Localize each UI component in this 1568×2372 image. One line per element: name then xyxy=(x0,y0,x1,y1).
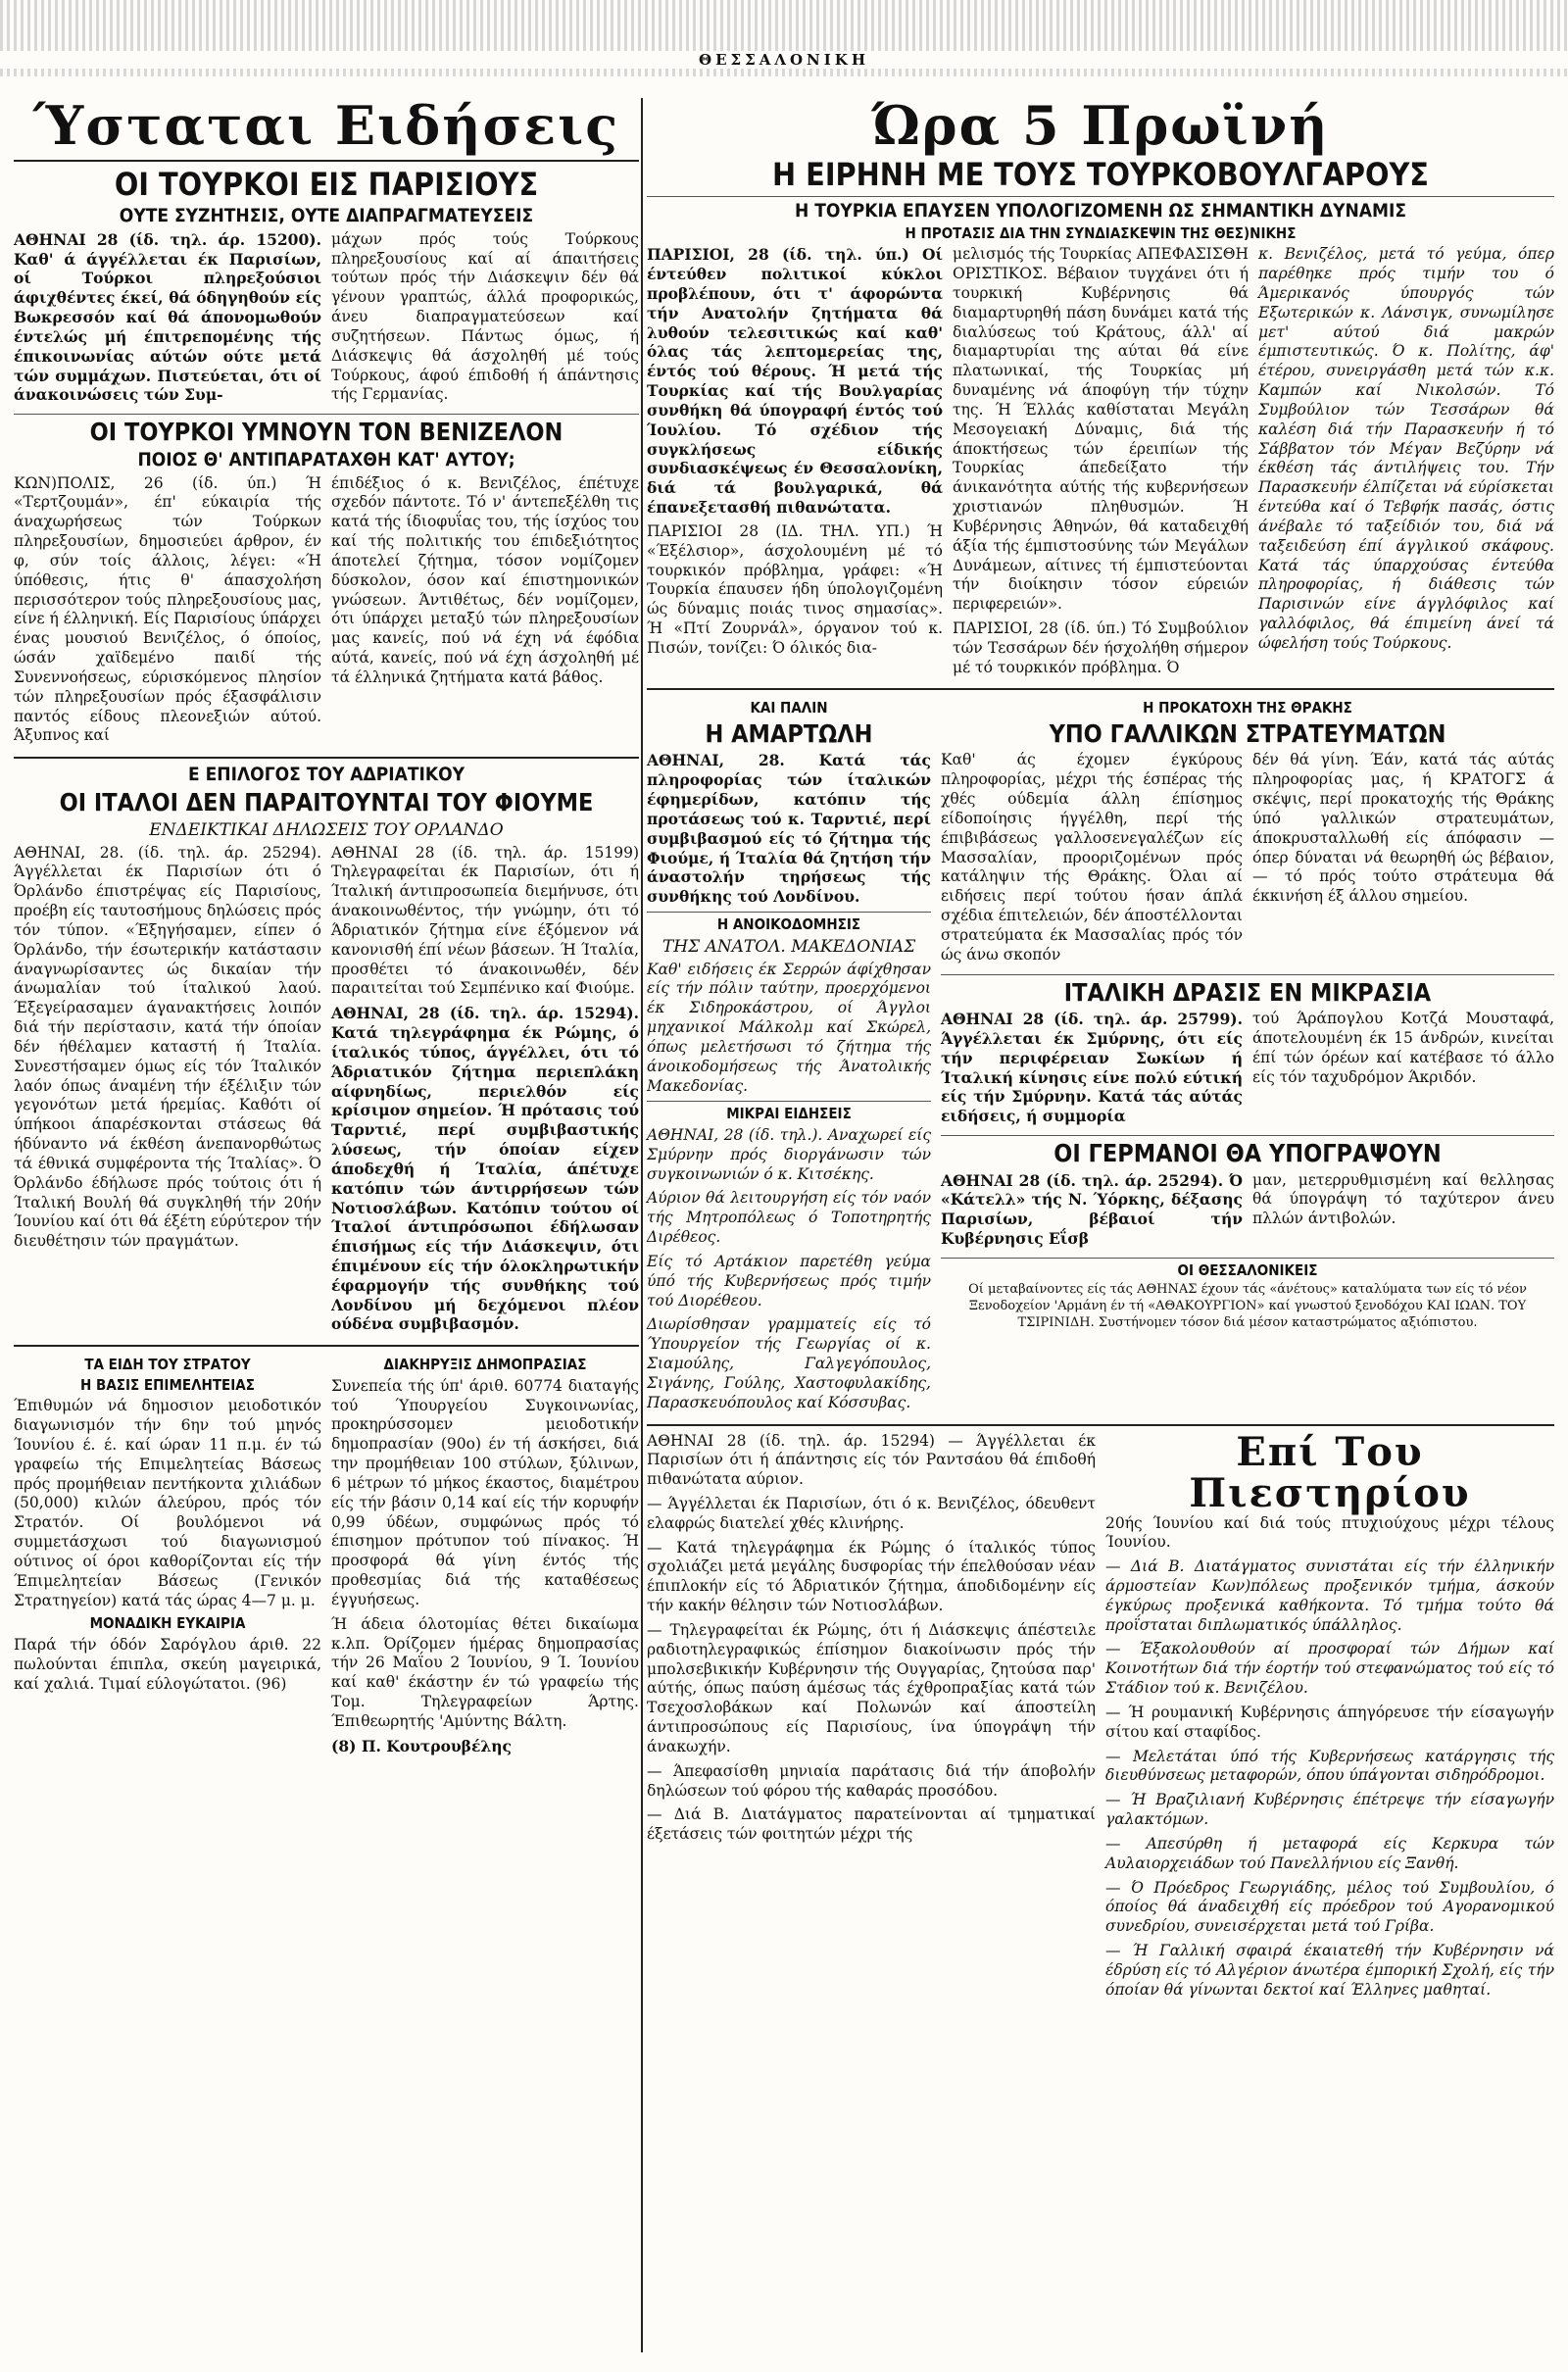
article-paragraph: Καθ' ειδήσεις έκ Σερρών άφίχθησαν είς τήν πόλιν ταύτην, προερχόμενοι έκ Σιδηροκάστρου, οί Άγγλοι μηχανικοί Μάλκολμ καί Σκώρελ, όπως μελετήσωσι τό ζήτημα τής άνοικοδομήσεως τής Άνατολικής Μακεδονίας. xyxy=(647,960,931,1095)
article-paragraph: ΑΘΗΝΑΙ, 28. Κατά τάς πληροφορίας τών ίταλικών έφημερίδων, κατόπιν τής προτάσεως τού κ. Ταρντιέ, περί συμβιβασμού είς τό ζήτημα τής Φιούμε, ή Ίταλία θά ζητήση τήν άναστολήν τηρήσεως τής συνθήκης τού Λονδίνου. xyxy=(647,751,931,907)
article-paragraph: ΑΘΗΝΑΙ, 28 (ίδ. τηλ. άρ. 15294). Κατά τηλεγράφημα έκ Ρώμης, ό ίταλικός τύπος, άγγέλλει, ότι τό Άδριατικόν ζήτημα περιεπλάκη αίφνηδίως, περιελθόν είς κρίσιμον σημείον. Ή πρότασις τού Ταρντιέ, περί συμβιβαστικής λύσεως, τήν όποίαν είχεν άποδεχθή ή Ίταλία, άπέτυχε κατόπιν τών άντιρρήσεων τών Νοτιοσλάβων. Κατόπιν τούτου οί Ίταλοί άντιπρόσωποι έδήλωσαν έπισήμως είς τήν Διάσκεψιν, ότι έπιμένουν είς τήν όλοκληρωτικήν έφαρμογήν τής συνθήκης τού Λονδίνου μή δεχόμενοι πλέον ούδένα συμβιβασμόν. xyxy=(331,1004,639,1334)
right-bottom-row xyxy=(647,1428,1554,2005)
article-army-title: ΤΑ ΕΙΔΗ ΤΟΥ ΣΤΡΑΤΟΥ xyxy=(84,1356,251,1374)
article-paragraph: — Ή ρουμανική Κυβέρνησις άπηγόρευσε τήν είσαγωγήν σίτου καί σταφίδος. xyxy=(1105,1703,1554,1741)
article-paragraph: — Έξακολουθούν αί προσφοραί τών Δήμων καί Κοινοτήτων διά τήν έορτήν τού στεφανώματος τού είς τό Στάδιον τού κ. Βενιζέλου. xyxy=(1105,1640,1554,1698)
article-paragraph: ΑΘΗΝΑΙ, 28. (ίδ. τηλ. άρ. 25294). Άγγέλλεται έκ Παρισίων ότι ό Όρλάνδο έπιστρέψας είς Παρισίους, προέβη είς ταυτοσήμους δηλώσεις πρός τόν τύπον. «Έξηγήσαμεν, είπεν ό Όρλάνδο, τήν έσωτερικήν κατάστασιν άναγνωρίσαντες ώς δικαίαν τήν άνωμαλίαν τού ίταλικού λαού. Έξεγείρασαμεν άγανακτήσεις λοιπόν διά τήν περίστασιν, κατά τήν όποίαν δέν ήθέλαμεν καταστή ή Ίταλία. Συνεστήσαμεν όμως είς τόν Ίταλικόν λαόν όπως άναμένη τήν έξέλιξιν τών γεγονότων μετά ήρεμίας. Καθότι οί ύπήκοοι άπαρέσκονται στάσεως θά ήδύναντο νά έκθέση άνεπανορθώτως τά έθνικά συμφέροντα τής Ίταλίας». Ό Όρλάνδο έδήλωσε πρός τούτοις ότι ή Ίταλική Βουλή θά συγκληθή τήν 20ήν Ίουνίου καί ότι θά έξέτη εύρύτερον τήν διευθέτησιν τών πραγμάτων. xyxy=(14,843,321,1251)
article-paragraph: Αύριον θά λειτουργήση είς τόν ναόν τής Μητροπόλεως ό Τοποτηρητής Διρέθεος. xyxy=(647,1189,931,1247)
press-left xyxy=(647,1432,1096,2005)
article-brief-title: ΜΙΚΡΑΙ ΕΙΔΗΣΕΙΣ xyxy=(726,1105,852,1123)
article-paragraph: Ή άδεια όλοτομίας θέτει δικαίωμα κ.λπ. Όρίζομεν ήμέρας δημοπρασίας τήν 26 Μαΐου 2 Ίουνίου, 9 Ί. Ίουνίου καί καθ' έκάστην έν τώ γραφείω τής Τομ. Τηλεγραφείων Άρτης. Έπιθεωρητής 'Αμύντης Βάλτη. xyxy=(331,1614,639,1730)
article-paragraph: ΠΑΡΙΣΙΟΙ 28 (ΙΔ. ΤΗΛ. ΥΠ.) Ή «Έξέλσιορ», άσχολουμένη μέ τό τουρκικόν πρόβλημα, γράφει: «Ή Τουρκία έπαυσεν ήδη ύπολογιζομένη ώς δύναμις ποιάς τινος σημασίας». Ή «Πτί Ζουρνάλ», όργανον τού κ. Πισών, τονίζει: Ό όλικός δια- xyxy=(647,521,943,657)
left-banner: Ύσταται Ειδήσεις xyxy=(32,94,620,157)
article-paragraph: — Τηλεγραφείται έκ Ρώμης, ότι ή Διάσκεψις άπέστειλε ραδιοτηλεγραφικώς έπίσημον διακοίνωσιν πρός τήν μπολσεβικικήν Κυβέρνησιν τής Ουγγαρίας, ζητούσα παρ' αύτής, όπως παύση άμέσως τάς έχθροπραξίας κατά τών Τσεχοσλοβάκων καί Πολωνών καί άποστείλη άντιπροσώπους είς Παρισίους, ίνα ύπογράψη τήν άνακωχήν. xyxy=(647,1620,1096,1755)
article-paragraph: έπιδέξιος ό κ. Βενιζέλος, έπέτυχε σχεδόν πάντοτε. Τό ν' άντεπεξέλθη τις κατά τής ίδιοφυΐας του, τής ίσχύος του καί τής πολιτικής του έπιδεξιότητος άποτελεί ζήτημα, τόσον νομίζομεν δύσκολον, όσον καί έπιστημονικών γνώσεων. Άντιθέτως, δέν νομίζομεν, ότι ύπάρχει μεταξύ τών πληρεξουσίων μας κανείς, πού νά έχη νά έφόδια αύτά, κανείς, πού νά έχη άσχοληθή μέ τά έλληνικά ζητήματα κατά βάθος. xyxy=(331,473,639,686)
article-auction xyxy=(331,1353,639,1760)
auction-signature: (8) Π. Κουτρουβέλης xyxy=(331,1736,512,1755)
article-paragraph: — Διά Β. Διατάγματος συνιστάται είς τήν έλληνικήν άρμοστείαν Κων)πόλεως προξενικόν τμήμα, άσκούν έγκύρως προξενικά καθήκοντα. Τό τμήμα τούτο θά προΐσταται διπλωματικός ύπάλληλος. xyxy=(1105,1557,1554,1634)
article-paragraph: ΑΘΗΝΑΙ 28 (ίδ. τηλ. άρ. 15294) — Άγγέλλεται έκ Παρισίων ότι ή άπάντησις είς τόν Ραντσάου θά έπιδοθή πιθανώτατα αύριον. xyxy=(647,1431,1096,1489)
article-venizelos-title: ΟΙ ΤΟΥΡΚΟΙ ΥΜΝΟΥΝ ΤΟΝ ΒΕΝΙΖΕΛΟΝ xyxy=(89,418,564,447)
right-wide-stack xyxy=(941,696,1554,1417)
article-turks-paris-body xyxy=(14,230,639,410)
article-army-subtitle: Η ΒΑΣΙΣ ΕΠΙΜΕΛΗΤΕΙΑΣ xyxy=(80,1375,255,1394)
article-adriatic-subtitle: ΕΝΔΕΙΚΤΙΚΑΙ ΔΗΛΩΣΕΙΣ ΤΟΥ ΟΡΛΑΝΔΟ xyxy=(149,819,504,840)
article-paragraph: — Κατά τηλεγράφημα έκ Ρώμης ό ίταλικός τύπος σχολιάζει μετά μεγάλης δυσφορίας τήν έπελθούσαν νέαν έπιπλοκήν είς τό Άδριατικόν ζήτημα, άποδιδομένην είς τήν κακήν θέλησιν τών Νοτιοσλάβων. xyxy=(647,1538,1096,1615)
article-paragraph: ΑΘΗΝΑΙ 28 (ίδ. τηλ. άρ. 15199) Τηλεγραφείται έκ Παρισίων, ότι ή Ίταλική άντιπροσωπεία διεμήνυσε, ότι άνακοινωθέντος, τήν γνώμην, ότι τό Άδριατικόν ζήτημα είνε έξόμενον νά κανονισθή έπί νέων βάσεων. Ή Ίταλία, προσθέτει τό άνακοινωθέν, δέν παραιτείται τού Σεμπένικο καί Φιούμε. xyxy=(331,843,639,998)
article-army-supplies xyxy=(14,1353,321,1760)
article-peace-title: Η ΕΙΡΗΝΗ ΜΕ ΤΟΥΣ ΤΟΥΡΚΟΒΟΥΛΓΑΡΟΥΣ xyxy=(772,155,1429,193)
article-paragraph: — Απεσύρθη ή μεταφορά είς Κερκυρα τών Αυλαιορχειάδων τού Πανελλήνιου είς Ξανθή. xyxy=(1105,1834,1554,1872)
article-germans-title: ΟΙ ΓΕΡΜΑΝΟΙ ΘΑ ΥΠΟΓΡΑΨΟΥΝ xyxy=(1054,1139,1442,1168)
article-paragraph: Είς τό Αρτάκιον παρετέθη γεύμα ύπό τής Κυβερνήσεως πρός τιμήν τού Διορέθεου. xyxy=(647,1252,931,1310)
article-paragraph: τού Άράπογλου Κοτζά Μουσταφά, άποτελουμένη έκ 15 άνδρών, κινείται έπί τών όρέων καί κατέβασε τό άλλο είς τόν ταχυδρόμον Άκριδόν. xyxy=(1252,1010,1554,1086)
article-auction-title: ΔΙΑΚΗΡΥΞΙΣ ΔΗΜΟΠΡΑΣΙΑΣ xyxy=(383,1356,587,1374)
article-paragraph: — Διά Β. Διατάγματος παρατείνονται αί τμηματικαί έξετάσεις τών φοιτητών μέχρι τής xyxy=(647,1805,1096,1844)
article-paragraph: — Ή Βραζιλιανή Κυβέρνησις έπέτρεψε τήν είσαγωγήν γαλακτόμων. xyxy=(1105,1791,1554,1829)
article-paragraph: — Άπεφασίσθη μηνιαία παράτασις διά τήν άποβολήν δηλώσεων τού φόρου τής καθαράς προσόδου. xyxy=(647,1761,1096,1800)
article-peace-body xyxy=(647,245,1554,682)
article-paragraph: ΑΘΗΝΑΙ, 28 (ίδ. τηλ.). Αναχωρεί είς Σμύρνην πρός διοργάνωσιν τών συγκοινωνιών ό κ. Κιτσέκης. xyxy=(647,1125,931,1183)
press-banner: Επί Του Πιεστηρίου xyxy=(1189,1428,1471,1516)
article-adriatic-title: ΟΙ ΙΤΑΛΟΙ ΔΕΝ ΠΑΡΑΙΤΟΥΝΤΑΙ ΤΟΥ ΦΙΟΥΜΕ xyxy=(59,788,594,817)
article-paragraph: δέν θά γίνη. Έάν, κατά τάς αύτάς πληροφορίας μας, ή ΚΡΑΤΟΓΣ ά σκέψις, περί προκατοχής τής Θράκης ύπό γαλλικών στρατευμάτων, άποκρυσταλλωθή είς άπόφασιν — όπερ δύναται νά θεωρηθή ώς βέβαιον, — τό πρός τούτο στράτευμα θά έκκινήση έξ άλλου σημείου. xyxy=(1252,751,1554,906)
article-paragraph: ΚΩΝ)ΠΟΛΙΣ, 26 (ίδ. ύπ.) Ή «Τερτζουμάν», έπ' εύκαιρία τής άναχωρήσεως τών Τούρκων πληρεξουσίων, δημοσιεύει άρθρον, έν φ, σύν τοίς άλλοις, λέγει: «Ή ύπόθεσις, ήτις θ' άπασχολήση περισσότερον τούς πληρεξουσίους μας, είνε ή έλληνική. Είς Παρισίους ύπάρχει ένας μουσιού Βενιζέλος, ό όποίος, ώσάν χαϊδεμένο παιδί τής Συνεννοήσεως, εύρισκόμενος πλησίον τών πληρεξουσίων πρός έξασφάλισιν παντός είδους πλεονεξιών αύτού. Άξυπνος καί xyxy=(14,473,321,745)
article-rebuild-title: Η ΑΝΟΙΚΟΔΟΜΗΣΙΣ xyxy=(716,915,861,934)
article-peace-kicker: Η ΤΟΥΡΚΙΑ ΕΠΑΥΣΕΝ ΥΠΟΛΟΓΙΖΟΜΕΝΗ ΩΣ ΣΗΜΑΝΤΙΚΗ ΔΥΝΑΜΙΣ xyxy=(794,199,1407,222)
article-venizelos-subtitle: ΠΟΙΟΣ Θ' ΑΝΤΙΠΑΡΑΤΑΧΘΗ ΚΑΤ' ΑΥΤΟΥ; xyxy=(137,448,515,470)
article-thrace-kicker: Η ΠΡΟΚΑΤΟΧΗ ΤΗΣ ΘΡΑΚΗΣ xyxy=(1143,699,1352,717)
article-turks-paris-subtitle: ΟΥΤΕ ΣΥΖΗΤΗΣΙΣ, ΟΥΤΕ ΔΙΑΠΡΑΓΜΑΤΕΥΣΕΙΣ xyxy=(119,204,534,226)
article-paragraph: μάχων πρός τούς Τούρκους πληρεξουσίους καί αί άπαιτήσεις τούτων πρός τήν Διάσκεψιν δέν θά γένουν γραπτώς, άλλά προφορικώς, άνευ διαπραγματεύσεων καί συζητήσεων. Πάντως όμως, ή Διάσκεψις θά άσχοληθή μέ τούς Τούρκους, άφού έπιδοθή ή άπάντησις τής Γερμανίας. xyxy=(331,229,639,404)
notice-text: Παρά τήν όδόν Σαρόγλου άριθ. 22 πωλούνται έπιπλα, σκεύη μαγειρικά, καί χαλιά. Τιμαί εύλογώτατοι. (96) xyxy=(14,1635,321,1693)
article-paragraph: ΑΘΗΝΑΙ 28 (ίδ. τηλ. άρ. 25294). Ό «Κάτελλ» τής Ν. Ύόρκης, δέξασης Παρισίων, βέβαιοί τήν Κυβέρνησις Εΐσβ xyxy=(941,1170,1243,1249)
article-paragraph: Έπιθυμών νά δημοσιον μειοδοτικόν διαγωνισμόν τήν 6ην τού μηνός Ίουνίου έ. έ. καί ώραν 11 π.μ. έν τώ γραφείω τής Επιμελητείας Βάσεως πρός προμήθειαν πεντήκοντα χιλιάδων (50,000) κιλών άλεύρου, πρός τόν Στρατόν. Οί βουλόμενοι νά συμμετάσχωσι τού διαγωνισμού ούτινος οί όροι καθορίζονται είς τήν Έπιμελητείαν Βάσεως (Γενικόν Στρατηγείον) κατά τάς ώρας 4—7 μ. μ. xyxy=(14,1397,321,1609)
right-narrow-stack xyxy=(647,696,931,1417)
left-column xyxy=(14,94,639,1761)
article-sinful-title: Η ΑΜΑΡΤΩΛΗ xyxy=(705,718,873,748)
article-paragraph: Συνεπεία τής ύπ' άριθ. 60774 διαταγής τού Ύπουργείου Συγκοινωνίας, προκηρύσσομεν μειοδοτικήν δημοπρασίαν (90ο) έν τή άσκήσει, διά την προμήθειαν 100 στύλων, ξύλινων, 6 μέτρων τό μήκος έκαστος, διαμέτρου είς τήν βάσιν 0,14 καί είς τήν κορυφήν 0,99 ύδέων, συμφώνως πρός τό έπισημον πρότυπον τού πίνακος. Ή προσφορά θά γίνη έντός τής προθεσμίας διά τής καταθέσεως έγγυήσεως. xyxy=(331,1376,639,1608)
left-bottom-row xyxy=(14,1353,639,1760)
article-paragraph: — Ό Πρόεδρος Γεωργιάδης, μέλος τού Συμβουλίου, ό όποίος θά άναδειχθή είς πρόεδρον τού Αγορανομικού συνεδρίου, συνεισέρχεται μετά τού Γρίβα. xyxy=(1105,1878,1554,1936)
article-paragraph: — Άγγέλλεται έκ Παρισίων, ότι ό κ. Βενιζέλος, όδευθεντ ελαφρώς διατελεί χθές κλινήρης. xyxy=(647,1494,1096,1532)
right-middle-row xyxy=(647,696,1554,1417)
article-paragraph: Καθ' άς έχομεν έγκύρους πληροφορίας, μέχρι τής έσπέρας τής χθές ούδεμία άλλη έπίσημος είδοποίησις ήγγέλθη, περί τής έπιβιβάσεως γαλλοσενεγαλέζων είς Μασσαλίαν, προοριζομένων πρός κατάληψιν τής Θράκης. Όλαι αί ειδήσεις περί τούτου ήσαν άπλά σχέδια έπιτελειών, δέν άποστέλλονται στρατεύματα έκ Μασσαλίας πρός τόν ώς άνω σκοπόν xyxy=(941,751,1243,964)
article-paragraph: ΠΑΡΙΣΙΟΙ, 28 (ίδ. τηλ. ύπ.) Οί έντεύθεν πολιτικοί κύκλοι προβλέπουν, ότι τ' άφορώντα τήν Ανατολήν ζητήματα θά λυθούν τελεσιτικώς καί καθ' όλας τάς λεπτομερείας της, έντός τού θέρους. Ή μετά τής Τουρκίας καί τής Βουλγαρίας συνθήκη θά ύπογραφή έντός τού Ίουλίου. Τό σχέδιον τής συγκλήσεως είδικής συνδιασκέψεως έν Θεσσαλονίκη, διά τά βουλγαρικά, θά έπανεξετασθή πιθανώτατα. xyxy=(647,245,943,518)
article-rebuild-subtitle: ΤΗΣ ΑΝΑΤΟΛ. ΜΑΚΕΔΟΝΙΑΣ xyxy=(662,936,916,957)
notice-title: ΜΟΝΑΔΙΚΗ ΕΥΚΑΙΡΙΑ xyxy=(89,1614,246,1633)
article-peace-subtitle: Η ΠΡΟΤΑΣΙΣ ΔΙΑ ΤΗΝ ΣΥΝΔΙΑΣΚΕΨΙΝ ΤΗΣ ΘΕΣ)ΝΙΚΗΣ xyxy=(905,223,1297,242)
article-paragraph: ΑΘΗΝΑΙ 28 (ίδ. τηλ. άρ. 15200). Καθ' ά άγγέλλεται έκ Παρισίων, οί Τούρκοι πληρεξούσιοι άφιχθέντες έκεί, θά όδηγηθούν είς Βωκρεσσόν καί θά άπονομωθούν έντελώς μή έπιτρεπομένης τής έπικοινωνίας αύτών ούτε μετά τών συμμάχων. Πιστεύεται, ότι οί άνακοινώσεις τών Συμ- xyxy=(14,229,321,405)
article-paragraph: 20ής Ίουνίου καί διά τούς πτυχιούχους μέχρι τέλους Ίουνίου. xyxy=(1105,1513,1554,1552)
article-paragraph: Διωρίσθησαν γραμματείς είς τό Ύπουργείον τής Γεωργίας οί κ. Σιαμούλης, Γαλγεγόπουλος, Σιγάνης, Γούλης, Χαστοφυλακίδης, Παρασκευόπουλος καί Κόσσυβας. xyxy=(647,1315,931,1411)
article-paragraph: κ. Βενιζέλος, μετά τό γεύμα, όπερ παρέθηκε πρός τιμήν του ό Άμερικανός ύπουργός τών Εξωτερικών κ. Λάνσιγκ, συνωμίλησε μετ' αύτού διά μακρών έμπιστευτικώς. Ό κ. Πολίτης, άφ' έτέρου, συνειργάσθη μετά τών κ.κ. Καμπών καί Νικολσών. Τό Συμβούλιον τών Τεσσάρων θά καλέση διά τήν Παρασκευήν ή τό Σάββατον τόν Μέγαν Βεζύρην νά έκθέση τάς άντιλήψεις του. Τήν Παρασκευήν έλπίζεται νά εύρίσκεται έντεύθα καί ό Τεβφήκ πασάς, όστις άνέβαλε τό ταξείδιόν του, διά νά ταξειδεύση έπί άγγλικού σκάφους. Κατά τάς ύπαρχούσας έντεύθα πληροφορίας, ή διάθεσις τών Παρισινών είνε άγγλόφιλος καί γαλλόφιλος, θά έπιμείνη άνεί τά ώφελήση τούς Τούρκους. xyxy=(1258,245,1554,652)
article-paragraph: ΠΑΡΙΣΙΟΙ, 28 (ίδ. ύπ.) Τό Συμβούλιον τών Τεσσάρων δέν ήσχολήθη σήμερον μέ τό τουρκικόν πρόβλημα. Ό xyxy=(953,619,1249,676)
right-banner: Ώρα 5 Πρωϊνή xyxy=(871,94,1330,157)
article-adriatic-kicker: Ε ΕΠΙΛΟΓΟΣ ΤΟΥ ΑΔΡΙΑΤΙΚΟΥ xyxy=(187,764,466,786)
press-right xyxy=(1105,1428,1554,2005)
article-paragraph: — Μελετάται ύπό τής Κυβερνήσεως κατάργησις τής διευθύνσεως μεταφορών, όπου ύπάγονται σιδηρόδρομοι. xyxy=(1105,1747,1554,1785)
article-sinful-kicker: ΚΑΙ ΠΑΛΙΝ xyxy=(750,699,828,717)
notice-thessaloniki-title: ΟΙ ΘΕΣΣΑΛΟΝΙΚΕΙΣ xyxy=(1177,1260,1318,1279)
article-venizelos-body xyxy=(14,474,639,752)
right-column xyxy=(647,94,1554,2005)
article-paragraph: ΑΘΗΝΑΙ 28 (ίδ. τηλ. άρ. 25799). Άγγέλλεται έκ Σμύρνης, ότι είς τήν περιφέρειαν Σωκίων ή Ίταλική κίνησις είνε πολύ εύτική είς τήν Σμύρνην. Κατά τάς αύτάς ειδήσεις, ή συμμορία xyxy=(941,1010,1243,1126)
article-turks-paris-title: ΟΙ ΤΟΥΡΚΟΙ ΕΙΣ ΠΑΡΙΣΙΟΥΣ xyxy=(114,165,539,203)
article-adriatic-body xyxy=(14,844,639,1340)
article-italy-asia-title: ΙΤΑΛΙΚΗ ΔΡΑΣΙΣ ΕΝ ΜΙΚΡΑΣΙΑ xyxy=(1063,977,1432,1007)
article-paragraph: — Ή Γαλλική σφαιρά έκαιατεθή τήν Κυβέρνησιν νά έδρύση είς τό Αλγέριον άνωτέρα έμπορική Σχολή, είς τήν όποίαν θά γίνωνται δεκτοί καί Έλληνες μαθηταί. xyxy=(1105,1942,1554,1999)
article-paragraph: μαν, μετερρυθμισμένη καί θελλησας θά ύπογράψη τό ταχύτερον άνευ πλλών άντιβολών. xyxy=(1252,1170,1554,1228)
article-paragraph: μελισμός τής Τουρκίας ΑΠΕΦΑΣΙΣΘΗ ΟΡΙΣΤΙΚΟΣ. Βέβαιον τυγχάνει ότι ή τουρκική Κυβέρνησις θά διαμαρτυρηθή πάση δυνάμει κατά τής διαλύσεως τού Κράτους, άλλ' αί διαμαρτυρίαι της αύται θά είνε πλατωνικαί, τής Τουρκίας μή δυναμένης νά άποφύγη τήν τύχην της. Ή Έλλάς καθίσταται Μεγάλη Μεσογειακή Δύναμις, διά τής άποκτήσεως τών έρειπίων τής Τουρκίας άπεδείξατο τήν άνικανότητα αύτής τής κυβερνήσεων χριστιανών πληθυσμών. Ή Κυβέρνησις Άθηνών, θά καταδειχθή άξία τής έμπιστοσύνης τών Μεγάλων Δυνάμεων, αίτινες τή έμπιστεύονται τήν διοίκησιν τόσον εύρειών περιφερειών». xyxy=(953,245,1249,614)
column-divider xyxy=(641,98,643,2352)
notice-thessaloniki-text: Οί μεταβαίνοντες είς τάς ΑΘΗΝΑΣ έχουν τάς «άνέτους» καταλύματα των είς τό νέον Ξενοδοχείον 'Αρμάνη έν τή «ΑΘΑΚΟΥΡΓΙΟΝ» καί γνωστού ξενοδόχου ΚΑΙ ΙΩΑΝ. ΤΟΥ ΤΣΙΡΙΝΙΔΗ. Συστήνομεν τόσον διά μέσον καταστρώματος αξιόπιστου. xyxy=(968,1282,1527,1331)
masthead-title: ΘΕΣΣΑΛΟΝΙΚΗ xyxy=(0,51,1568,69)
article-thrace-title: ΥΠΟ ΓΑΛΛΙΚΩΝ ΣΤΡΑΤΕΥΜΑΤΩΝ xyxy=(1049,718,1446,748)
